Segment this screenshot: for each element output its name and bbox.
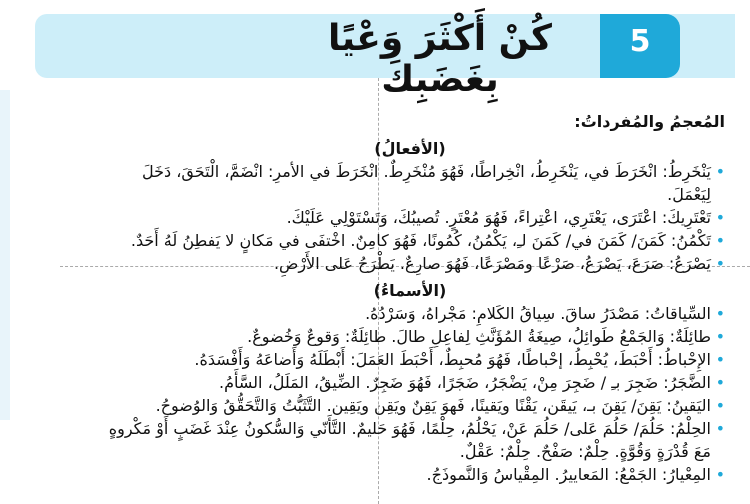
nouns-heading: (الأسماءُ) xyxy=(373,281,447,300)
left-edge-strip xyxy=(0,90,10,420)
list-item: • تَعْتَرِيكَ: اعْتَرَى، يَعْتَرِي، اعْتِراءً، فَهُوَ مُعْتَرٍ. تُصيبُكَ، وَتَسْتَوْلِي عَلَيْكَ. xyxy=(286,208,725,227)
bullet-icon: • xyxy=(715,419,725,438)
bullet-icon: • xyxy=(715,373,725,392)
list-item: • يَصْرَعُ: صَرَعَ، يَصْرَعُ، صَرْعًا ومَصْرَعًا، فَهُوَ صارِعٌ. يَطْرَحُ عَلى الأَرْضِ. xyxy=(273,254,725,273)
list-item: • تَكْمُنُ: كَمَنَ/ كَمَنَ في/ كَمَنَ لـِ، يَكْمُنُ، كُمُونًا، فَهُوَ كامِنٌ. اخْتفَى في مَكانٍ لا يَفطِنُ لَهُ أَحَدٌ. xyxy=(130,231,725,250)
list-item: • اليَقينُ: يَقِنَ/ يَقِنَ بـ، يَيقَن، يَقْنًا ويَقينًا، فَهوَ يَقِنٌ ويَقِن ويَقِين. التَّثَبُّتُ وَالتَّحَقُّقُ وَالوُضوحُ. xyxy=(155,396,725,415)
bullet-icon: • xyxy=(715,254,725,273)
bullet-icon: • xyxy=(715,231,725,250)
bullet-icon: • xyxy=(715,350,725,369)
list-item: • السِّياقاتُ: مَصْدَرُ ساقَ. سِياقُ الكَلامِ: مَجْراهُ، وَسَرْدُهُ. xyxy=(365,304,725,323)
bullet-icon: • xyxy=(715,304,725,323)
bullet-icon: • xyxy=(715,465,725,484)
lesson-number: 5 xyxy=(629,24,651,59)
verbs-heading: (الأفعالُ) xyxy=(374,139,446,158)
verbs-list xyxy=(95,160,725,275)
vocabulary-content xyxy=(95,110,725,486)
list-item: • الإِحْباطُ: أَحْبَطَ، يُحْبِطُ، إحْباطًا، فَهُوَ مُحبِطٌ، أَحْبَطَ العَمَلَ: أَبْطَلَهُ وَأَضاعَهُ وَأَفْسَدَهُ. xyxy=(194,350,725,369)
list-item: • يَنْخَرِطُ: انْخَرَطَ في، يَنْخَرِطُ، انْخِراطًا، فَهُوَ مُنْخَرِطٌ. انْخَرَطَ في الأمرِ: انْضَمَّ، الْتَحَقَ، دَخَلَ لِيَعْمَلَ. xyxy=(142,162,725,204)
bullet-icon: • xyxy=(715,396,725,415)
list-item: • الحِلْمُ: حَلُمَ/ حَلُمَ عَلى/ حَلُمَ عَنْ، يَحْلُمُ، حِلْمًا، فَهُوَ حَليمٌ. التَّأَنّي وَالسُّكونُ عِنْدَ غَضَبٍ أَوْ مَكْروهٍ مَعَ قُدْرَةٍ وَقُوَّةٍ. حِلْمٌ: صَفْحٌ. حِلْمٌ: عَقْلٌ. xyxy=(108,419,725,461)
bullet-icon: • xyxy=(715,162,725,181)
nouns-list xyxy=(95,302,725,486)
section-heading: المُعجمُ والمُفرداتُ: xyxy=(574,112,725,131)
list-item: • المِعْيارُ: الجَمْعُ: المَعاييرُ. المِقْياسُ وَالنَّموذَجُ. xyxy=(426,465,725,484)
list-item: • طائِلَةٌ: وَالجَمْعُ طَوائِلُ، صِيغَةُ المُؤَنَّثِ لِفاعِلِ طالَ. طائِلَةٌ: وَقوعٌ وَخُضوعٌ. xyxy=(247,327,725,346)
list-item: • الضَّجَرُ: ضَجِرَ بـِ / ضَجِرَ مِنْ، يَضْجَرُ، ضَجَرًا، فَهُوَ ضَجِرٌ. الضِّيقُ، المَلَلُ، السَّأَمُ. xyxy=(219,373,725,392)
bullet-icon: • xyxy=(715,208,725,227)
lesson-title: كُنْ أَكْثَرَ وَعْيًا بِغَضَبِكَ xyxy=(328,18,552,100)
bullet-icon: • xyxy=(715,327,725,346)
